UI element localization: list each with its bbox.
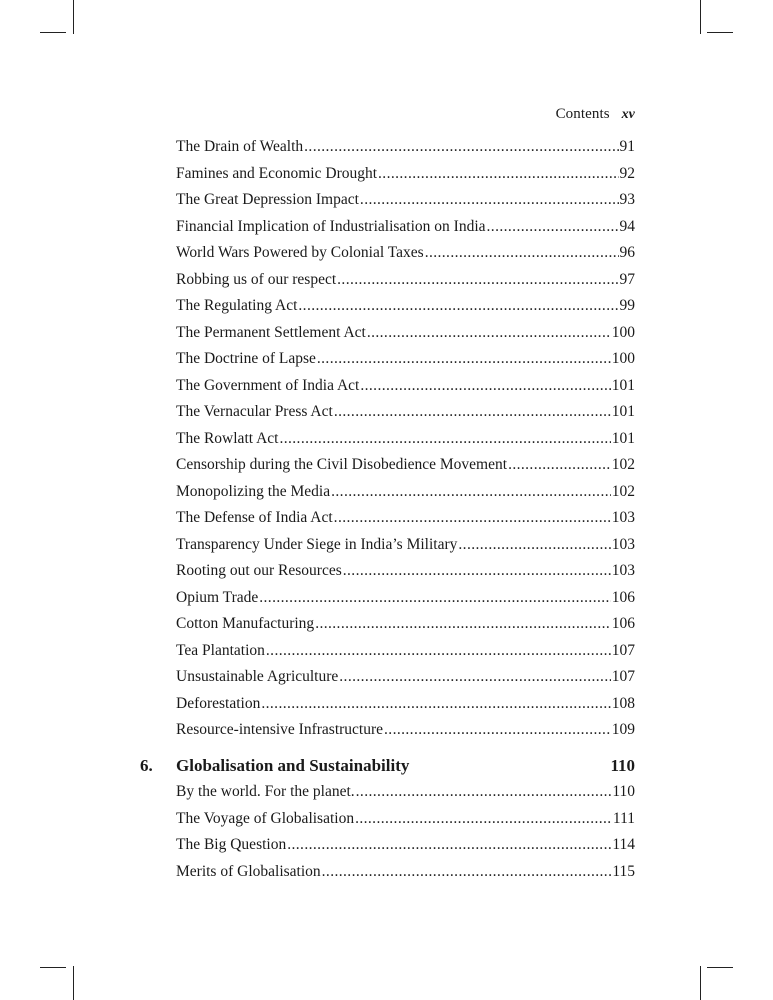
- toc-entry[interactable]: [176, 863, 635, 890]
- dot-leader: [334, 509, 611, 527]
- toc-entry-title: Monopolizing the Media: [176, 482, 331, 500]
- chapter-heading[interactable]: [140, 756, 635, 776]
- dot-leader: [298, 297, 618, 315]
- chapter-page: 110: [610, 756, 635, 775]
- running-head-label: Contents: [555, 106, 610, 122]
- crop-mark: [707, 967, 733, 968]
- toc-entry-title: World Wars Powered by Colonial Taxes: [176, 244, 424, 261]
- toc-entry[interactable]: [176, 721, 635, 748]
- toc-entry-title: Censorship during the Civil Disobedience Movement: [176, 456, 508, 473]
- toc-entry-page: 101: [611, 403, 635, 420]
- dot-leader: [287, 836, 611, 854]
- toc-entry[interactable]: [176, 615, 635, 642]
- dot-leader: [384, 721, 611, 739]
- toc-entry-title: Tea Plantation: [176, 641, 265, 659]
- toc-entry[interactable]: [176, 297, 635, 324]
- toc-entry-page: 103: [611, 535, 635, 553]
- toc-entry-page: 100: [611, 350, 635, 367]
- toc-entry-title: Famines and Economic Drought: [176, 164, 378, 182]
- toc-entry[interactable]: [176, 642, 635, 669]
- toc-entry-page: 103: [611, 509, 635, 526]
- toc-entry-page: 100: [611, 323, 635, 341]
- dot-leader: [425, 244, 619, 262]
- toc-entry-page: 101: [611, 376, 635, 394]
- dot-leader: [261, 695, 610, 713]
- toc-entry[interactable]: [176, 403, 635, 430]
- toc-entry-title: The Rowlatt Act: [176, 429, 279, 447]
- toc-entry-page: 111: [612, 809, 635, 827]
- toc-entry-title: The Permanent Settlement Act: [176, 323, 366, 341]
- toc-entry-title: The Voyage of Globalisation: [176, 809, 355, 827]
- toc-entry-page: 108: [611, 694, 635, 712]
- toc-entry-title: Cotton Manufacturing: [176, 615, 315, 632]
- toc-entry-page: 103: [611, 562, 635, 579]
- toc-entry-title: Robbing us of our respect: [176, 270, 337, 288]
- dot-leader: [458, 536, 610, 554]
- toc-list: [176, 783, 635, 889]
- toc-entry-page: 102: [611, 482, 635, 500]
- toc-entry-page: 115: [612, 862, 635, 880]
- toc-entry[interactable]: [176, 430, 635, 457]
- dot-leader: [322, 863, 612, 881]
- toc-entry[interactable]: [176, 509, 635, 536]
- page-numeral: xv: [621, 107, 635, 122]
- dot-leader: [266, 642, 611, 660]
- toc-entry[interactable]: [176, 218, 635, 245]
- toc-entry[interactable]: [176, 456, 635, 483]
- crop-mark: [73, 0, 74, 34]
- toc-entry[interactable]: [176, 324, 635, 351]
- toc-entry-title: The Regulating Act: [176, 297, 298, 314]
- dot-leader: [355, 810, 612, 828]
- toc-entry-title: Unsustainable Agriculture: [176, 668, 339, 685]
- toc-entry[interactable]: [176, 589, 635, 616]
- toc-entry-page: 109: [611, 721, 635, 738]
- toc-entry-title: The Vernacular Press Act: [176, 403, 333, 420]
- toc-entry[interactable]: [176, 668, 635, 695]
- dot-leader: [317, 350, 611, 368]
- toc-entry-page: 97: [619, 270, 635, 288]
- toc-entry[interactable]: [176, 271, 635, 298]
- toc-entry-page: 91: [619, 138, 635, 155]
- toc-entry[interactable]: [176, 562, 635, 589]
- dot-leader: [487, 218, 619, 236]
- crop-mark: [40, 967, 66, 968]
- toc-entry[interactable]: [176, 165, 635, 192]
- toc-entry-title: The Doctrine of Lapse: [176, 350, 316, 367]
- toc-entry[interactable]: [176, 191, 635, 218]
- toc-list: [176, 138, 635, 748]
- toc-entry[interactable]: [176, 138, 635, 165]
- dot-leader: [378, 165, 618, 183]
- toc-entry[interactable]: [176, 783, 635, 810]
- toc-entry[interactable]: [176, 810, 635, 837]
- toc-entry-title: Deforestation: [176, 694, 261, 712]
- dot-leader: [259, 589, 611, 607]
- toc-entry[interactable]: [176, 350, 635, 377]
- toc-entry-title: The Great Depression Impact: [176, 191, 359, 208]
- toc-entry-page: 107: [611, 641, 635, 659]
- toc-entry[interactable]: [176, 377, 635, 404]
- dot-leader: [356, 783, 612, 801]
- toc-entry-page: 107: [611, 668, 635, 685]
- toc-entry-title: The Big Question: [176, 836, 287, 853]
- toc-entry[interactable]: [176, 483, 635, 510]
- toc-entry-title: By the world. For the planet.: [176, 783, 355, 800]
- dot-leader: [343, 562, 611, 580]
- toc-entry-title: Financial Implication of Industrialisation on India: [176, 217, 486, 235]
- dot-leader: [360, 377, 610, 395]
- crop-mark: [700, 0, 701, 34]
- toc-entry-title: The Defense of India Act: [176, 509, 333, 526]
- toc-entry-title: The Government of India Act: [176, 376, 360, 394]
- toc-entry-page: 96: [619, 244, 635, 261]
- toc-entry-title: Opium Trade: [176, 588, 259, 606]
- crop-mark: [707, 32, 733, 33]
- toc-entry-title: The Drain of Wealth: [176, 138, 304, 155]
- toc-entry-title: Resource-intensive Infrastructure: [176, 721, 384, 738]
- toc-entry-page: 106: [611, 615, 635, 632]
- dot-leader: [339, 668, 610, 686]
- toc-entry-page: 93: [619, 191, 635, 208]
- dot-leader: [508, 456, 611, 474]
- toc-entry[interactable]: [176, 536, 635, 563]
- running-head: [556, 106, 635, 123]
- crop-mark: [73, 966, 74, 1000]
- toc-entry-page: 102: [611, 456, 635, 473]
- toc-entry-page: 101: [611, 429, 635, 447]
- dot-leader: [367, 324, 611, 342]
- dot-leader: [334, 403, 611, 421]
- dot-leader: [304, 138, 618, 156]
- dot-leader: [331, 483, 611, 501]
- dot-leader: [360, 191, 619, 209]
- toc-entry-page: 92: [619, 164, 635, 182]
- dot-leader: [279, 430, 610, 448]
- toc-entry[interactable]: [176, 695, 635, 722]
- toc-entry[interactable]: [176, 836, 635, 863]
- toc-entry-page: 106: [611, 588, 635, 606]
- toc-entry-title: Transparency Under Siege in India’s Military: [176, 535, 458, 553]
- crop-mark: [40, 32, 66, 33]
- dot-leader: [315, 615, 611, 633]
- toc-entry-title: Merits of Globalisation: [176, 862, 321, 880]
- toc-entry-page: 114: [612, 836, 635, 853]
- toc-entry-page: 99: [619, 297, 635, 314]
- toc-entry-page: 94: [619, 217, 635, 235]
- toc-entry-title: Rooting out our Resources: [176, 562, 342, 579]
- dot-leader: [337, 271, 618, 289]
- toc-entry[interactable]: [176, 244, 635, 271]
- chapter-number: 6.: [140, 756, 153, 775]
- crop-mark: [700, 966, 701, 1000]
- toc-entry-page: 110: [612, 783, 635, 800]
- chapter-title: Globalisation and Sustainability: [176, 756, 410, 775]
